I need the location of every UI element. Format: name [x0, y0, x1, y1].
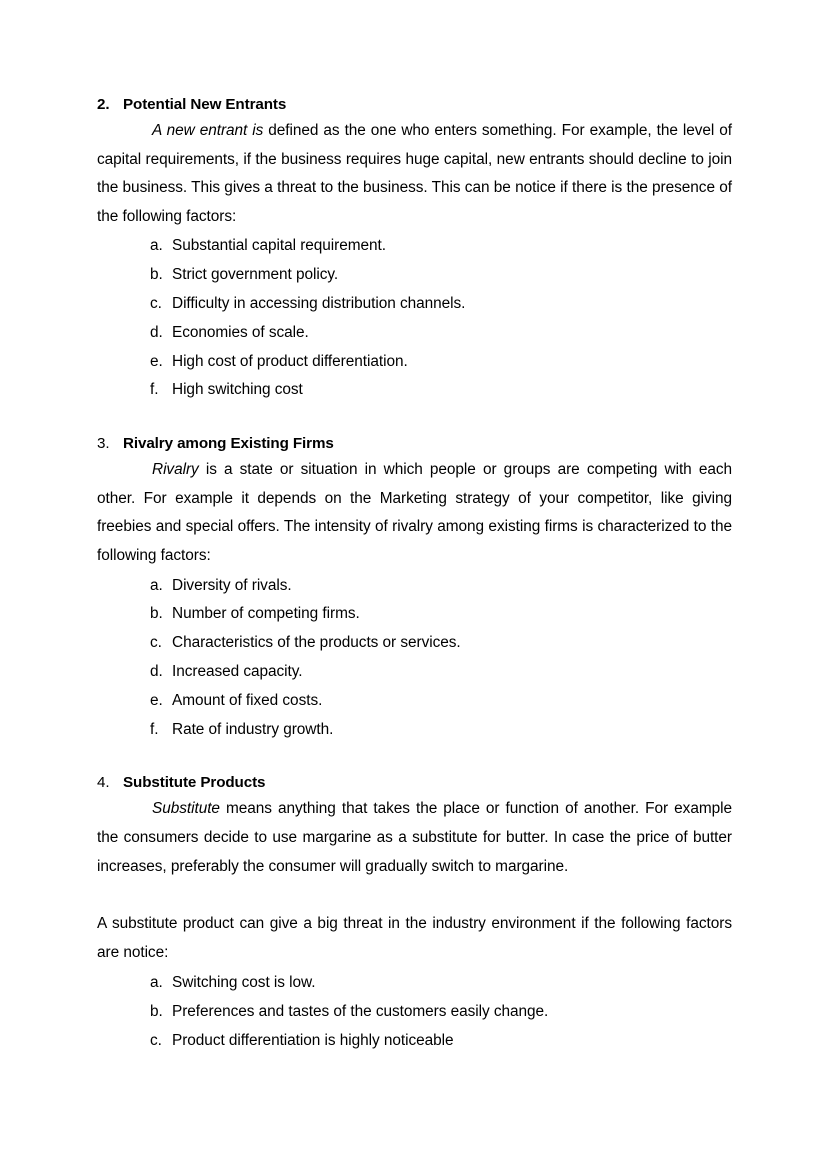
list-item — [97, 348, 732, 377]
spacer — [97, 744, 732, 773]
list-marker: a. — [150, 974, 163, 992]
section-title-4: Substitute Products — [123, 774, 266, 792]
list-item — [97, 658, 732, 687]
list-item-text: High switching cost — [172, 381, 303, 399]
list-item — [97, 600, 732, 629]
list-marker: e. — [150, 352, 163, 370]
list-item — [97, 290, 732, 319]
list-marker: b. — [150, 1003, 163, 1021]
list-item — [97, 376, 732, 405]
list-item-text: Rate of industry growth. — [172, 720, 334, 738]
list-item-text: Increased capacity. — [172, 662, 303, 680]
list-marker: e. — [150, 691, 163, 709]
list-item-text: Economies of scale. — [172, 323, 309, 341]
list-item-text: Diversity of rivals. — [172, 576, 292, 594]
list-marker: c. — [150, 294, 162, 312]
section-paragraph-3-body: is a state or situation in which people or groups are competing with each other. For example it depends on the Marketing strategy of your competitor, like giving freebies and special offers. The intensity of rivalry among existing firms is characterized to the following factors: — [97, 461, 732, 564]
list-item — [97, 687, 732, 716]
section-number-4: 4. — [97, 774, 110, 792]
list-item-text: Difficulty in accessing distribution channels. — [172, 294, 466, 312]
section-number-2: 2. — [97, 96, 110, 113]
list-marker: f. — [150, 381, 159, 399]
list-item — [97, 716, 732, 745]
list-item-text: Strict government policy. — [172, 266, 339, 284]
list-item — [97, 998, 732, 1027]
section-paragraph-2 — [97, 117, 732, 231]
list-item — [97, 232, 732, 261]
section-title-2: Potential New Entrants — [123, 96, 287, 113]
list-item — [97, 969, 732, 998]
list-marker: b. — [150, 605, 163, 623]
list-item-text: High cost of product differentiation. — [172, 352, 408, 370]
section-heading-2 — [97, 95, 732, 115]
spacer — [97, 881, 732, 910]
list-item-text: Preferences and tastes of the customers easily change. — [172, 1003, 549, 1021]
list-item — [97, 1027, 732, 1056]
list-item — [97, 572, 732, 601]
section-paragraph-3-lead: Rivalry — [152, 461, 199, 479]
section-heading-3 — [97, 434, 732, 454]
section-title-3: Rivalry among Existing Firms — [123, 435, 334, 453]
section-heading-4 — [97, 773, 732, 793]
list-item — [97, 629, 732, 658]
list-marker: a. — [150, 576, 163, 594]
list-item — [97, 261, 732, 290]
list-item-text: Product differentiation is highly noticeable — [172, 1031, 454, 1049]
list-item-text: Substantial capital requirement. — [172, 237, 386, 255]
list-marker: f. — [150, 720, 159, 738]
list-marker: d. — [150, 323, 163, 341]
section-paragraph-4-body: means anything that takes the place or function of another. For example the consumers decide to use margarine as a substitute for butter. In case the price of butter increases, preferably the consumer will gradually switch to margarine. — [97, 800, 732, 875]
list-marker: d. — [150, 662, 163, 680]
spacer — [97, 405, 732, 434]
section-paragraph-3 — [97, 456, 732, 570]
list-marker: c. — [150, 634, 162, 652]
section-paragraph-2-lead: A new entrant is — [152, 122, 264, 139]
list-marker: b. — [150, 266, 163, 284]
section-paragraph-4-lead: Substitute — [152, 800, 220, 818]
section-number-3: 3. — [97, 435, 110, 453]
list-item-text: Amount of fixed costs. — [172, 691, 323, 709]
list-marker: a. — [150, 237, 163, 255]
document-content — [97, 95, 732, 1056]
closing-list — [97, 969, 732, 1055]
section-paragraph-2-body: defined as the one who enters something. For example, the level of capital requirements, if the business requires huge capital, new entrants should decline to join the business. This gives a threat to the business. This can be notice if there is the presence of the following factors: — [97, 122, 732, 225]
section-list-3 — [97, 572, 732, 745]
list-item — [97, 319, 732, 348]
closing-paragraph: A substitute product can give a big threat in the industry environment if the following factors are notice: — [97, 915, 732, 961]
list-marker: c. — [150, 1031, 162, 1049]
list-item-text: Characteristics of the products or services. — [172, 634, 461, 652]
section-list-2 — [97, 232, 732, 405]
section-paragraph-4 — [97, 795, 732, 881]
list-item-text: Number of competing firms. — [172, 605, 360, 623]
list-item-text: Switching cost is low. — [172, 974, 316, 992]
